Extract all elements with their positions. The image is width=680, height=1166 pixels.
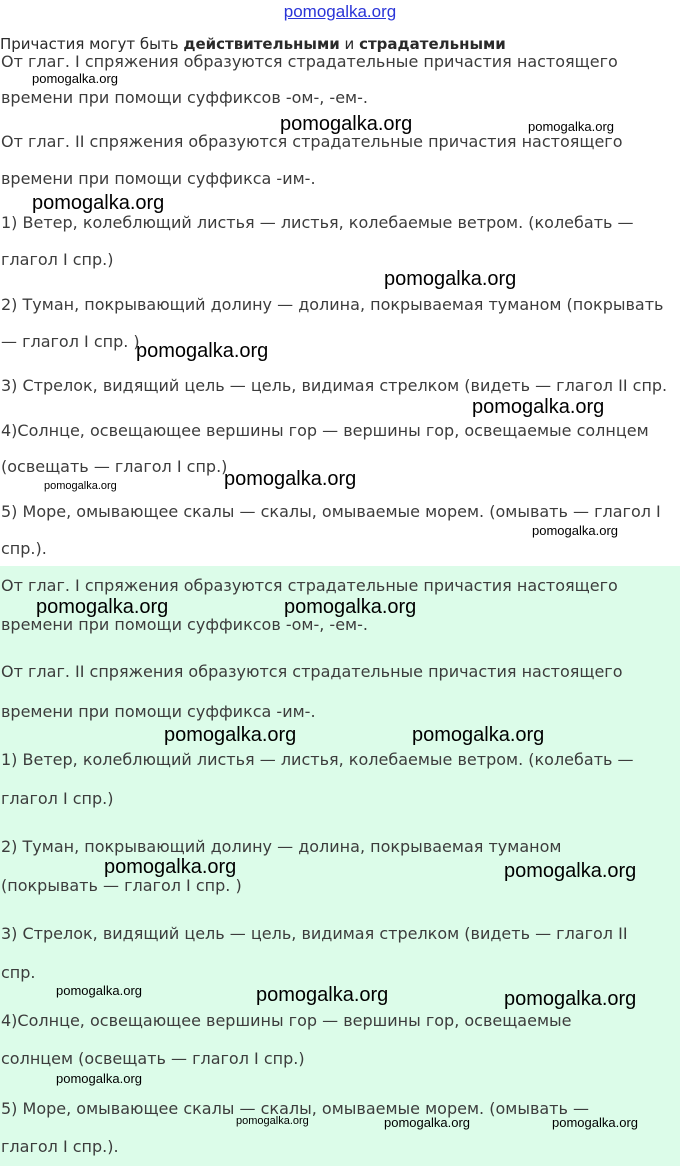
- text-line: 2) Туман, покрывающий долину — долина, покрываемая туманом (покрывать: [1, 295, 664, 314]
- text-line: — глагол I спр. ): [1, 332, 140, 351]
- watermark: pomogalka.org: [104, 856, 237, 878]
- watermark: pomogalka.org: [280, 113, 413, 135]
- watermark: pomogalka.org: [412, 724, 545, 746]
- text-line: 1) Ветер, колеблющий листья — листья, колебаемые ветром. (колебать —: [1, 213, 634, 232]
- text-line: От глаг. I спряжения образуются страдательные причастия настоящего: [1, 576, 618, 595]
- watermark: pomogalka.org: [56, 1071, 142, 1086]
- watermark: pomogalka.org: [552, 1115, 638, 1130]
- watermark: pomogalka.org: [236, 1115, 309, 1127]
- watermark: pomogalka.org: [32, 71, 118, 86]
- text-line: От глаг. II спряжения образуются страдательные причастия настоящего: [1, 132, 623, 151]
- watermark: pomogalka.org: [472, 396, 605, 418]
- text-line: 5) Море, омывающее скалы — скалы, омываемые морем. (омывать —: [1, 1099, 590, 1118]
- text-line: спр.: [1, 963, 36, 982]
- text-line: времени при помощи суффикса -им-.: [1, 702, 316, 721]
- text-line: 2) Туман, покрывающий долину — долина, покрываемая туманом: [1, 837, 562, 856]
- watermark: pomogalka.org: [504, 860, 637, 882]
- watermark: pomogalka.org: [56, 983, 142, 998]
- text-line: 1) Ветер, колеблющий листья — листья, колебаемые ветром. (колебать —: [1, 750, 634, 769]
- cut-off-heading: Причастия могут быть действительными и страдательными: [0, 35, 506, 53]
- watermark: pomogalka.org: [256, 984, 389, 1006]
- text-line: солнцем (освещать — глагол I спр.): [1, 1049, 305, 1068]
- text-line: 4)Солнце, освещающее вершины гор — вершины гор, освещаемые солнцем: [1, 421, 649, 440]
- text-line: 3) Стрелок, видящий цель — цель, видимая стрелком (видеть — глагол II: [1, 924, 628, 943]
- watermark: pomogalka.org: [528, 119, 614, 134]
- watermark: pomogalka.org: [284, 596, 417, 618]
- text-line: 3) Стрелок, видящий цель — цель, видимая стрелком (видеть — глагол II спр.: [1, 376, 668, 395]
- watermark: pomogalka.org: [384, 268, 517, 290]
- text-line: глагол I спр.).: [1, 1137, 119, 1156]
- text-line: От глаг. I спряжения образуются страдательные причастия настоящего: [1, 52, 618, 71]
- text-line: времени при помощи суффикса -им-.: [1, 169, 316, 188]
- text-line: времени при помощи суффиксов -ом-, -ем-.: [1, 88, 368, 107]
- watermark: pomogalka.org: [32, 192, 165, 214]
- text-line: (освещать — глагол I спр.): [1, 457, 228, 476]
- site-header-link[interactable]: pomogalka.org: [283, 2, 397, 21]
- text-line: глагол I спр.): [1, 789, 114, 808]
- text-line: От глаг. II спряжения образуются страдательные причастия настоящего: [1, 662, 623, 681]
- watermark: pomogalka.org: [532, 523, 618, 538]
- text-line: спр.).: [1, 539, 47, 558]
- watermark: pomogalka.org: [224, 468, 357, 490]
- text-line: глагол I спр.): [1, 250, 114, 269]
- watermark: pomogalka.org: [36, 596, 169, 618]
- watermark: pomogalka.org: [136, 340, 269, 362]
- watermark: pomogalka.org: [504, 988, 637, 1010]
- text-line: 4)Солнце, освещающее вершины гор — вершины гор, освещаемые: [1, 1011, 572, 1030]
- text-line: времени при помощи суффиксов -ом-, -ем-.: [1, 615, 368, 634]
- watermark: pomogalka.org: [44, 480, 117, 492]
- text-line: 5) Море, омывающее скалы — скалы, омываемые морем. (омывать — глагол I: [1, 502, 661, 521]
- watermark: pomogalka.org: [384, 1115, 470, 1130]
- watermark: pomogalka.org: [164, 724, 297, 746]
- text-line: (покрывать — глагол I спр. ): [1, 876, 242, 895]
